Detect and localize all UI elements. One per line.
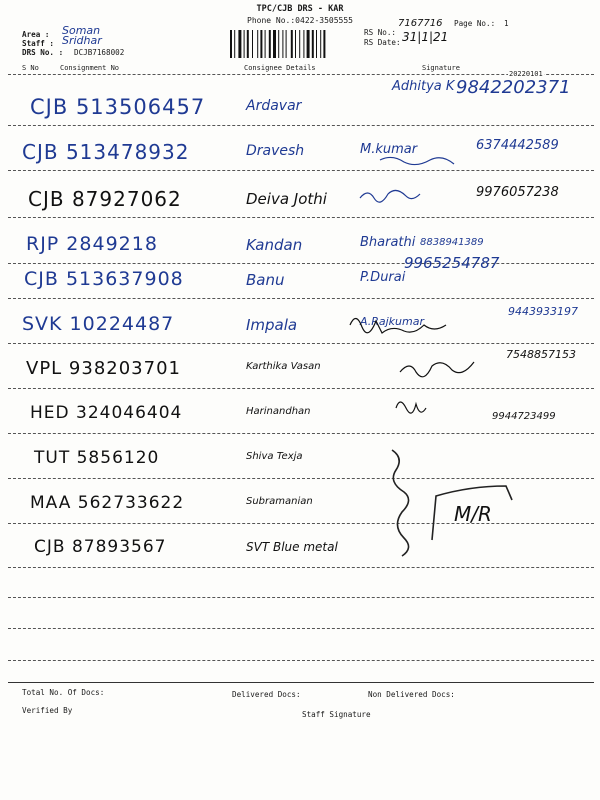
row-rule: [8, 343, 594, 344]
row-rule: [8, 478, 594, 479]
receiver-signature: Adhitya K: [392, 79, 455, 94]
consignment-number: CJB 513478932: [22, 140, 190, 164]
barcode-bar: [257, 30, 258, 58]
receiver-signature: P.Durai: [360, 270, 406, 285]
barcode-bar: [252, 30, 253, 58]
table-row: [0, 140, 600, 180]
consignment-number: CJB 513637908: [24, 268, 184, 290]
row-rule: [8, 170, 594, 171]
consignee-name: Banu: [246, 271, 285, 289]
consignment-number: RJP 2849218: [26, 233, 158, 255]
mr-note: M/R: [454, 502, 492, 526]
barcode-bar: [286, 30, 287, 58]
consignee-name: Dravesh: [246, 143, 305, 159]
barcode-bar: [265, 30, 266, 58]
consignment-number: CJB 513506457: [30, 95, 206, 119]
receiver-phone: 9965254787: [404, 254, 500, 272]
receiver-phone: 9944723499: [492, 411, 556, 422]
barcode-bar: [323, 30, 325, 58]
row-rule: [8, 433, 594, 434]
barcode-bar: [303, 30, 304, 58]
consignee-name: Harinandhan: [246, 406, 311, 417]
non-delivered-docs-label: Non Delivered Docs:: [368, 690, 455, 699]
barcode-bar: [244, 30, 245, 58]
empty-row-rule: [8, 628, 594, 629]
row-rule: [8, 388, 594, 389]
barcode-bar: [295, 30, 296, 58]
col-signature: Signature: [422, 64, 460, 72]
barcode-bar: [320, 30, 321, 58]
barcode-bar: [273, 30, 276, 58]
table-row: [0, 254, 600, 308]
consignment-number: VPL 938203701: [26, 358, 181, 379]
col-sno: S No: [22, 64, 39, 72]
row-rule: [8, 217, 594, 218]
barcode-bar: [260, 30, 262, 58]
barcode-bar: [234, 30, 235, 58]
rs-date-label: RS Date:: [364, 38, 401, 47]
page-label: Page No.:: [454, 19, 496, 28]
rs-no-handwritten: 7167716: [398, 18, 443, 29]
staff-value: Sridhar: [62, 34, 102, 47]
receiver-signature: M.kumar: [360, 142, 418, 157]
barcode-bar: [299, 30, 300, 58]
staff-label: Staff :: [22, 39, 55, 48]
col-consignee: Consignee Details: [244, 64, 316, 72]
row-rule: [8, 523, 594, 524]
consignee-name: Karthika Vasan: [246, 361, 321, 372]
staff-signature-label: Staff Signature: [302, 710, 371, 719]
barcode-bar: [269, 30, 271, 58]
barcode-bar: [291, 30, 293, 58]
consignee-name: Deiva Jothi: [246, 190, 327, 208]
header-rule: [8, 74, 594, 75]
receiver-phone: 9443933197: [508, 305, 578, 318]
drs-value: DCJB7168002: [74, 48, 125, 57]
row-rule: [8, 567, 594, 568]
total-docs-label: Total No. Of Docs:: [22, 688, 105, 697]
rs-date-value: 31|1|21: [402, 30, 449, 44]
consignment-number: CJB 87927062: [28, 187, 182, 211]
area-label: Area :: [22, 30, 50, 39]
barcode-bar: [312, 30, 314, 58]
col-consignment: Consignment No: [60, 64, 120, 72]
receiver-phone: 6374442589: [476, 138, 559, 153]
stamp-date: 20220101: [509, 70, 543, 78]
barcode-bar: [247, 30, 249, 58]
page-value: 1: [504, 19, 509, 28]
table-row: [0, 493, 600, 533]
consignment-number: HED 324046404: [30, 403, 183, 423]
sheet-title: TPC/CJB DRS - KAR: [256, 4, 344, 14]
area-value: Soman: [62, 24, 101, 37]
table-row: [0, 187, 600, 227]
table-row: [0, 77, 600, 135]
consignment-number: MAA 562733622: [30, 493, 185, 513]
consignment-number: SVK 10224487: [22, 313, 175, 335]
phone-number: Phone No.:0422-3505555: [247, 16, 353, 25]
rs-no-label: RS No.:: [364, 28, 397, 37]
receiver-signature: A.Rajkumar: [360, 315, 424, 328]
receiver-phone: 7548857153: [506, 348, 576, 361]
barcode-bar: [307, 30, 310, 58]
table-row: [0, 448, 600, 488]
empty-row-rule: [8, 660, 594, 661]
consignee-name: Impala: [246, 316, 298, 334]
consignee-name: Shiva Texja: [246, 451, 303, 462]
table-row: [0, 348, 600, 398]
table-row: [0, 403, 600, 443]
table-row: [0, 305, 600, 353]
row-rule: [8, 298, 594, 299]
consignee-name: Ardavar: [246, 98, 302, 114]
barcode: [228, 30, 356, 60]
barcode-bar: [238, 30, 241, 58]
empty-row-rule: [8, 597, 594, 598]
consignee-name: Kandan: [246, 236, 303, 254]
barcode-bar: [316, 30, 317, 58]
receiver-phone: 8838941389: [420, 237, 484, 248]
consignee-name: SVT Blue metal: [246, 540, 338, 554]
table-row: [0, 537, 600, 577]
consignment-number: CJB 87893567: [34, 537, 167, 557]
barcode-bar: [282, 30, 283, 58]
barcode-bar: [278, 30, 279, 58]
consignee-name: Subramanian: [246, 496, 313, 507]
delivered-docs-label: Delivered Docs:: [232, 690, 301, 699]
receiver-phone: 9976057238: [476, 185, 559, 200]
table-row: [0, 233, 600, 273]
footer-rule: [8, 682, 594, 683]
receiver-phone: 9842202371: [456, 77, 571, 98]
consignment-number: TUT 5856120: [34, 448, 160, 468]
row-rule: [8, 263, 594, 264]
receiver-signature: Bharathi: [360, 235, 416, 250]
row-rule: [8, 125, 594, 126]
drs-label: DRS No. :: [22, 48, 64, 57]
verified-by-label: Verified By: [22, 706, 73, 715]
barcode-bar: [230, 30, 232, 58]
